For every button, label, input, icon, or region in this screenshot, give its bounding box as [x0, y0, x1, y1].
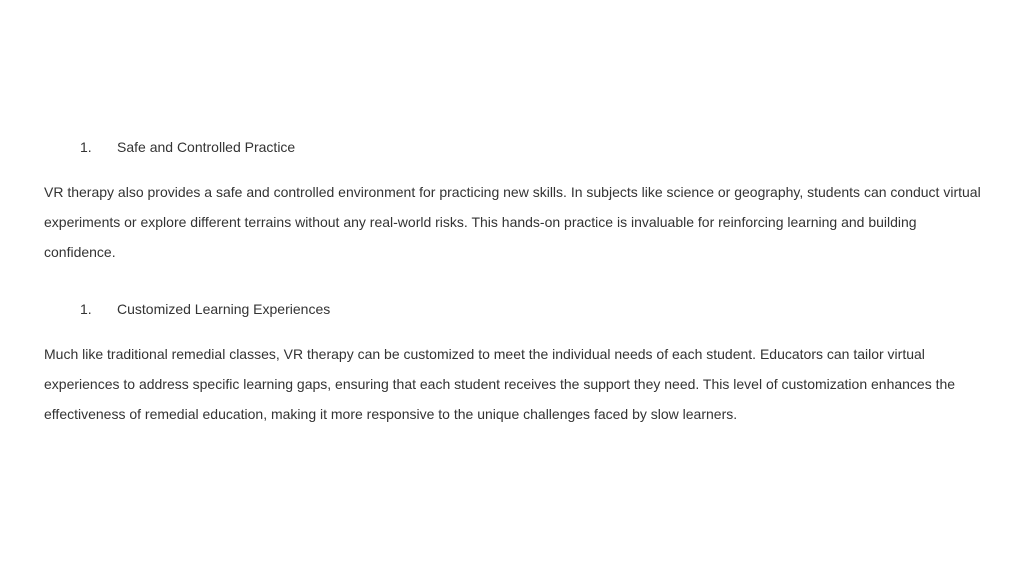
list-number: 1.: [80, 139, 92, 155]
list-item-safe-practice: [80, 137, 295, 157]
section-heading: Customized Learning Experiences: [117, 301, 331, 317]
list-number: 1.: [80, 301, 92, 317]
section-heading: Safe and Controlled Practice: [117, 139, 296, 155]
list-item-customized-learning: [80, 299, 330, 319]
section-paragraph: Much like traditional remedial classes, VR therapy can be customized to meet the individual needs of each student. Educators can tailor virtual experiences to address specific learning gaps, ensuring that each student receives the support they need. This level of customization enhances the effectiveness of remedial education, making it more responsive to the unique challenges faced by slow learners.: [44, 346, 956, 422]
section-paragraph: VR therapy also provides a safe and controlled environment for practicing new skills. In subjects like science or geography, students can conduct virtual experiments or explore different terrains without any real-world risks. This hands-on practice is invaluable for reinforcing learning and building confidence.: [44, 184, 981, 260]
